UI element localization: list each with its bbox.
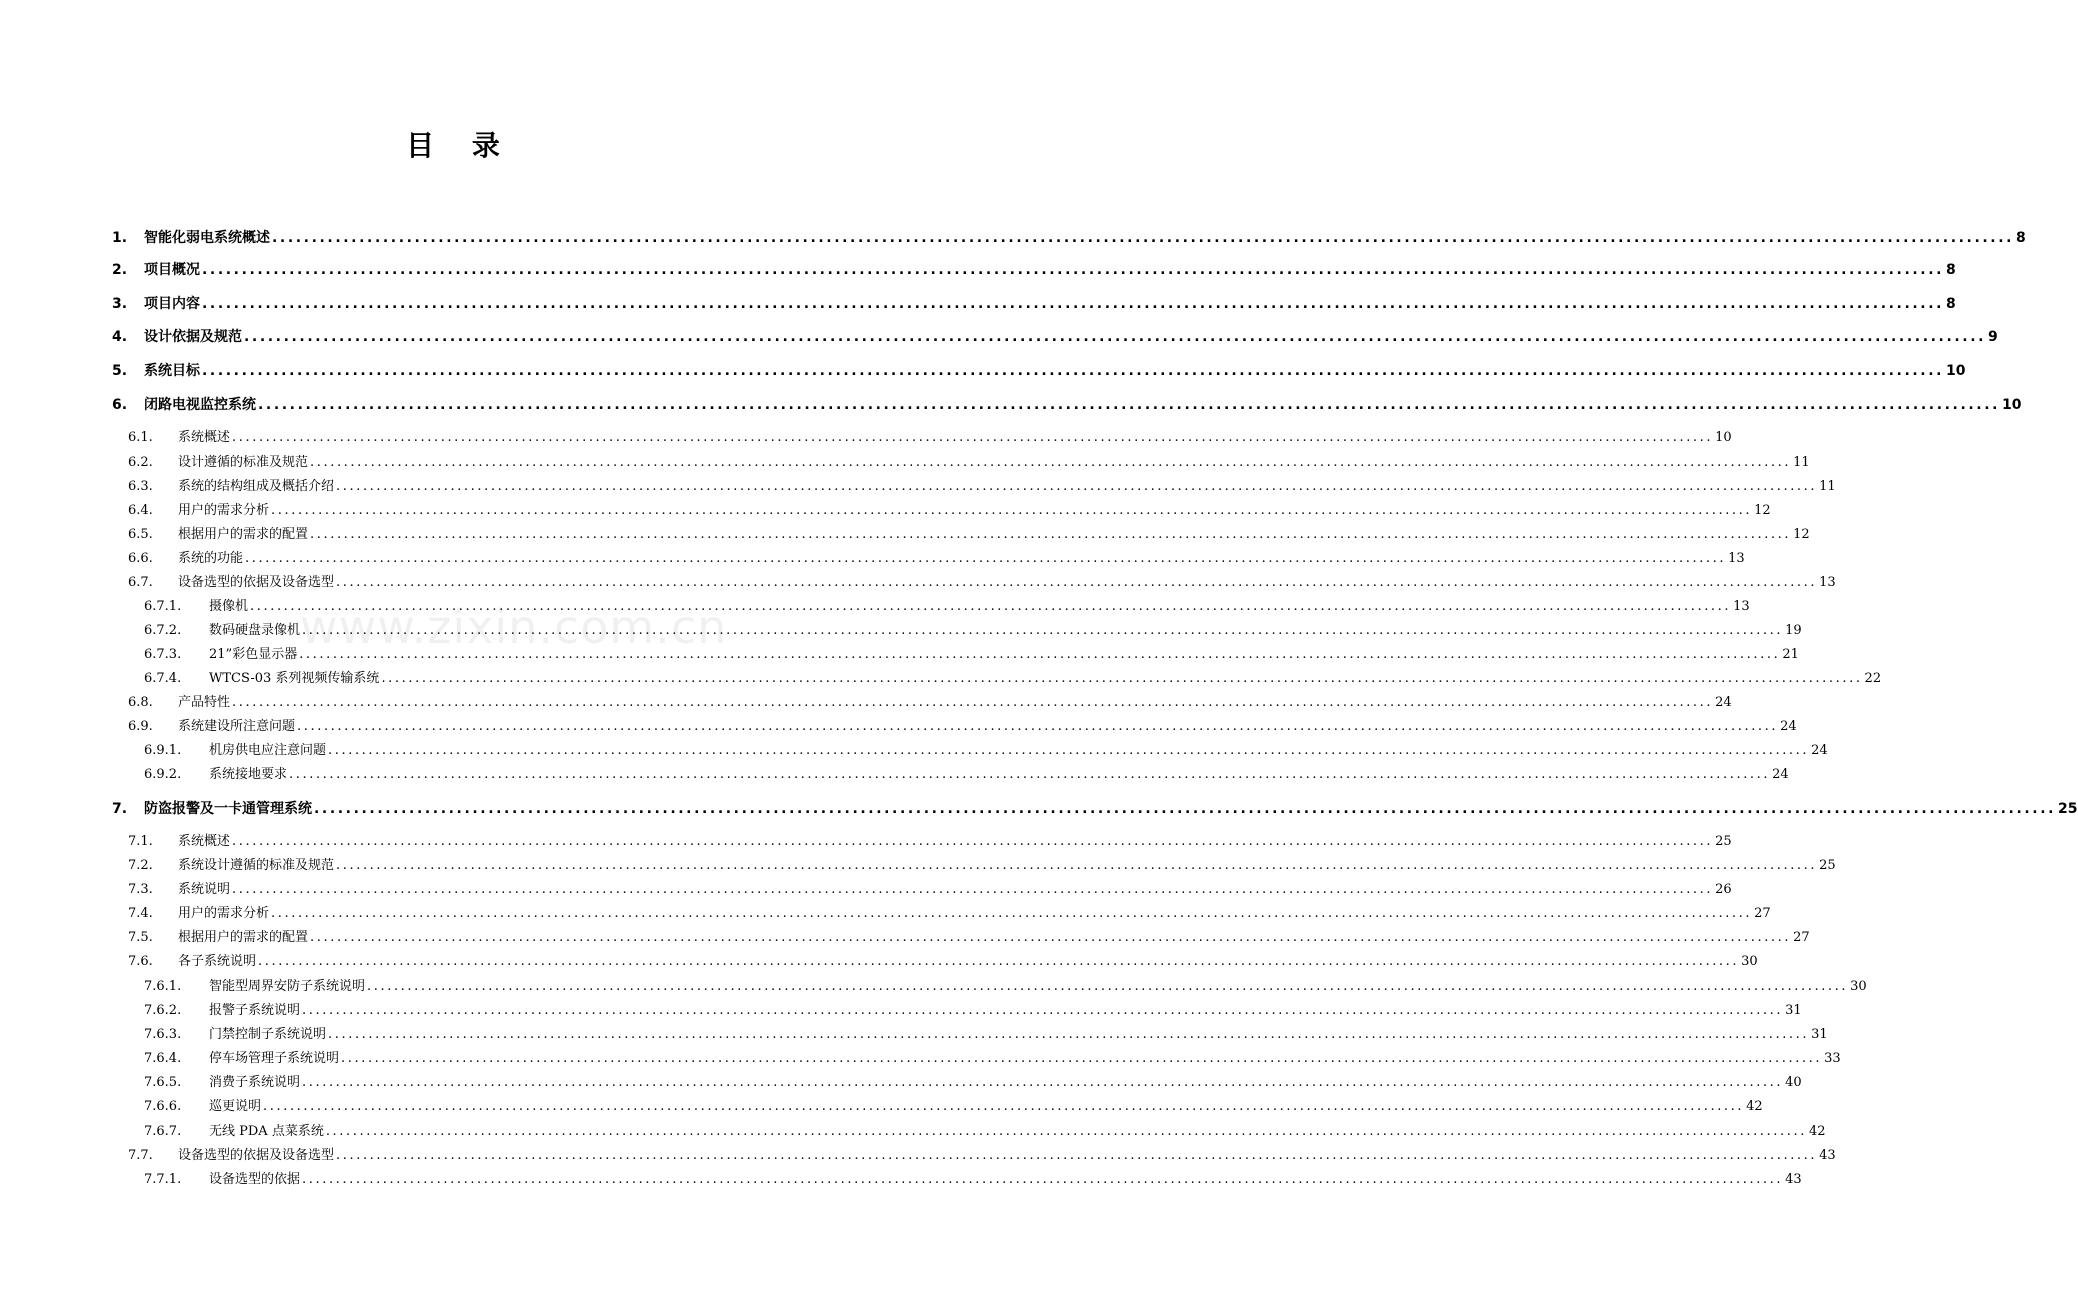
toc-entry-label: 21”彩色显示器 xyxy=(209,647,298,662)
toc-entry-label: WTCS-03 系列视频传输系统 xyxy=(209,671,380,686)
toc-entry-number: 6.9. xyxy=(128,719,153,734)
toc-entry[interactable] xyxy=(128,547,1745,569)
toc-entry[interactable] xyxy=(144,667,1882,689)
toc-entry-page: 8 xyxy=(1946,296,1956,312)
toc-entry-label: 系统设计遵循的标准及规范 xyxy=(178,858,335,873)
toc-entry-label: 报警子系统说明 xyxy=(209,1003,301,1018)
toc-entry-number: 6.7.1. xyxy=(144,599,182,614)
toc-entry-number: 7.5. xyxy=(128,930,153,945)
dot-leader: ............................................................................................................................................................................................................................ xyxy=(325,1124,1807,1139)
toc-entry[interactable] xyxy=(128,523,1810,545)
toc-entry-number: 6.9.1. xyxy=(144,743,182,758)
dot-leader: ............................................................................................................................................................................................................................ xyxy=(336,479,1818,494)
toc-entry-page: 13 xyxy=(1733,599,1750,614)
toc-entry-number: 7.6. xyxy=(128,954,153,969)
toc-entry-page: 21 xyxy=(1782,647,1799,662)
toc-entry[interactable] xyxy=(112,326,1998,348)
toc-entry-number: 7.6.1. xyxy=(144,979,182,994)
toc-entry-label: 停车场管理子系统说明 xyxy=(209,1051,340,1066)
toc-entry-number: 6.3. xyxy=(128,479,153,494)
toc-entry-page: 10 xyxy=(1946,363,1966,379)
toc-entry-page: 13 xyxy=(1819,575,1836,590)
toc-entry-number: 6.1. xyxy=(128,430,153,445)
toc-entry-label: 数码硬盘录像机 xyxy=(209,623,301,638)
toc-entry-number: 7.6.6. xyxy=(144,1099,182,1114)
toc-entry-number: 6.7. xyxy=(128,575,153,590)
toc-entry-number: 7.3. xyxy=(128,882,153,897)
toc-entry-page: 30 xyxy=(1741,954,1758,969)
toc-entry-label: 无线 PDA 点菜系统 xyxy=(209,1124,324,1139)
toc-entry-number: 6.5. xyxy=(128,527,153,542)
toc-entry-label: 智能化弱电系统概述 xyxy=(144,230,270,246)
toc-entry-label: 产品特性 xyxy=(178,695,231,710)
toc-entry-number: 7.6.7. xyxy=(144,1124,182,1139)
toc-entry-page: 24 xyxy=(1811,743,1828,758)
toc-entry-page: 27 xyxy=(1754,906,1771,921)
dot-leader: ............................................................................................................................................................................................................................ xyxy=(336,1148,1818,1163)
toc-entry[interactable] xyxy=(128,475,1836,497)
toc-entry-label: 系统的功能 xyxy=(178,551,244,566)
toc-entry[interactable] xyxy=(128,830,1732,852)
dot-leader: ............................................................................................................................................................................................................................ xyxy=(232,430,1714,445)
toc-entry-number: 1. xyxy=(112,230,128,246)
toc-entry-page: 22 xyxy=(1864,671,1882,686)
toc-entry-page: 31 xyxy=(1811,1027,1828,1042)
toc-entry[interactable] xyxy=(112,227,2026,249)
toc-entry-number: 6.9.2. xyxy=(144,767,182,782)
toc-entry[interactable] xyxy=(144,1095,1763,1117)
toc-entry-label: 系统接地要求 xyxy=(209,767,288,782)
toc-entry-number: 7. xyxy=(112,801,128,817)
dot-leader: ............................................................................................................................................................................................................................ xyxy=(232,834,1714,849)
toc-entry-number: 6.4. xyxy=(128,503,153,518)
dot-leader: ............................................................................................................................................................................................................................ xyxy=(302,1172,1784,1187)
toc-entry-number: 6.2. xyxy=(128,455,153,470)
toc-entry-label: 门禁控制子系统说明 xyxy=(209,1027,327,1042)
toc-entry[interactable] xyxy=(144,999,1802,1021)
toc-entry-number: 6.7.3. xyxy=(144,647,182,662)
toc-entry[interactable] xyxy=(128,950,1758,972)
toc-entry[interactable] xyxy=(112,259,1956,281)
dot-leader: ............................................................................................................................................................................................................................ xyxy=(310,455,1792,470)
dot-leader: ............................................................................................................................................................................................................................ xyxy=(244,329,1987,345)
toc-entry-label: 系统建设所注意问题 xyxy=(178,719,296,734)
toc-entry[interactable] xyxy=(144,975,1867,997)
toc-entry-number: 7.6.5. xyxy=(144,1075,182,1090)
toc-entry-number: 7.6.4. xyxy=(144,1051,182,1066)
toc-entry-number: 7.2. xyxy=(128,858,153,873)
watermark: www.zixin.com.cn xyxy=(300,600,728,654)
toc-entry[interactable] xyxy=(128,854,1836,876)
toc-entry-label: 用户的需求分析 xyxy=(178,503,270,518)
toc-entry-page: 40 xyxy=(1785,1075,1802,1090)
toc-entry-page: 43 xyxy=(1819,1148,1836,1163)
toc-entry[interactable] xyxy=(144,739,1828,761)
toc-entry-page: 10 xyxy=(1715,430,1732,445)
toc-entry-label: 系统说明 xyxy=(178,882,231,897)
dot-leader: ............................................................................................................................................................................................................................ xyxy=(272,230,2015,246)
toc-entry-label: 巡更说明 xyxy=(209,1099,262,1114)
toc-entry[interactable] xyxy=(112,798,2078,820)
dot-leader: ............................................................................................................................................................................................................................ xyxy=(271,906,1753,921)
dot-leader: ............................................................................................................................................................................................................................ xyxy=(302,1075,1784,1090)
dot-leader: ............................................................................................................................................................................................................................ xyxy=(245,551,1727,566)
toc-entry-page: 24 xyxy=(1715,695,1732,710)
toc-entry-page: 11 xyxy=(1793,455,1810,470)
dot-leader: ............................................................................................................................................................................................................................ xyxy=(310,930,1792,945)
dot-leader: ............................................................................................................................................................................................................................ xyxy=(202,296,1945,312)
dot-leader: ............................................................................................................................................................................................................................ xyxy=(314,801,2057,817)
toc-entry-page: 33 xyxy=(1824,1051,1841,1066)
toc-entry[interactable] xyxy=(128,571,1836,593)
toc-entry[interactable] xyxy=(112,394,2022,416)
page-title: 目 录 xyxy=(406,129,514,162)
toc-entry[interactable] xyxy=(144,1023,1828,1045)
dot-leader: ............................................................................................................................................................................................................................ xyxy=(299,647,1781,662)
toc-entry-label: 设备选型的依据 xyxy=(209,1172,301,1187)
toc-entry-label: 防盗报警及一卡通管理系统 xyxy=(144,801,312,817)
toc-entry-number: 6.8. xyxy=(128,695,153,710)
toc-entry-number: 7.7. xyxy=(128,1148,153,1163)
toc-entry-number: 6.7.2. xyxy=(144,623,182,638)
dot-leader: ............................................................................................................................................................................................................................ xyxy=(258,397,2001,413)
toc-entry[interactable] xyxy=(128,426,1732,448)
toc-entry-page: 13 xyxy=(1728,551,1745,566)
toc-entry-label: 系统的结构组成及概括介绍 xyxy=(178,479,335,494)
toc-entry-page: 43 xyxy=(1785,1172,1802,1187)
toc-entry-label: 设备选型的依据及设备选型 xyxy=(178,1148,335,1163)
dot-leader: ............................................................................................................................................................................................................................ xyxy=(367,979,1849,994)
toc-entry-page: 12 xyxy=(1793,527,1810,542)
toc-entry-label: 各子系统说明 xyxy=(178,954,257,969)
dot-leader: ............................................................................................................................................................................................................................ xyxy=(328,743,1810,758)
toc-entry-number: 7.1. xyxy=(128,834,153,849)
toc-entry-page: 12 xyxy=(1754,503,1771,518)
toc-entry-page: 27 xyxy=(1793,930,1810,945)
toc-entry-number: 6.6. xyxy=(128,551,153,566)
toc-entry-number: 7.6.3. xyxy=(144,1027,182,1042)
toc-entry[interactable] xyxy=(144,1120,1826,1142)
toc-entry-label: 根据用户的需求的配置 xyxy=(178,527,309,542)
toc-entry-number: 6.7.4. xyxy=(144,671,182,686)
toc-entry-number: 3. xyxy=(112,296,128,312)
toc-entry-page: 42 xyxy=(1746,1099,1763,1114)
toc-entry-label: 智能型周界安防子系统说明 xyxy=(209,979,366,994)
toc-entry[interactable] xyxy=(128,691,1732,713)
dot-leader: ............................................................................................................................................................................................................................ xyxy=(289,767,1771,782)
toc-entry[interactable] xyxy=(112,293,1956,315)
dot-leader: ............................................................................................................................................................................................................................ xyxy=(341,1051,1823,1066)
toc-entry-label: 机房供电应注意问题 xyxy=(209,743,327,758)
dot-leader: ............................................................................................................................................................................................................................ xyxy=(232,695,1714,710)
toc-entry-label: 根据用户的需求的配置 xyxy=(178,930,309,945)
dot-leader: ............................................................................................................................................................................................................................ xyxy=(302,623,1784,638)
dot-leader: ............................................................................................................................................................................................................................ xyxy=(202,262,1945,278)
toc-entry-label: 设计遵循的标准及规范 xyxy=(178,455,309,470)
toc-entry[interactable] xyxy=(144,1047,1841,1069)
dot-leader: ............................................................................................................................................................................................................................ xyxy=(271,503,1753,518)
toc-entry[interactable] xyxy=(144,643,1799,665)
toc-entry-number: 4. xyxy=(112,329,128,345)
toc-entry-label: 闭路电视监控系统 xyxy=(144,397,256,413)
toc-entry-page: 8 xyxy=(2016,230,2026,246)
toc-entry-number: 7.7.1. xyxy=(144,1172,182,1187)
toc-entry[interactable] xyxy=(144,763,1789,785)
toc-entry-label: 消费子系统说明 xyxy=(209,1075,301,1090)
dot-leader: ............................................................................................................................................................................................................................ xyxy=(202,363,1945,379)
toc-entry-number: 2. xyxy=(112,262,128,278)
toc-entry-page: 25 xyxy=(1715,834,1732,849)
toc-entry-page: 10 xyxy=(2002,397,2022,413)
toc-entry-page: 11 xyxy=(1819,479,1836,494)
toc-entry-page: 8 xyxy=(1946,262,1956,278)
toc-entry[interactable] xyxy=(128,451,1810,473)
toc-entry[interactable] xyxy=(144,595,1750,617)
dot-leader: ............................................................................................................................................................................................................................ xyxy=(302,1003,1784,1018)
toc-entry-label: 摄像机 xyxy=(209,599,249,614)
toc-entry-page: 24 xyxy=(1772,767,1789,782)
toc-entry[interactable] xyxy=(128,926,1810,948)
toc-entry-label: 系统目标 xyxy=(144,363,200,379)
toc-entry-label: 设计依据及规范 xyxy=(144,329,242,345)
toc-entry-label: 系统概述 xyxy=(178,430,231,445)
toc-entry[interactable] xyxy=(144,619,1802,641)
dot-leader: ............................................................................................................................................................................................................................ xyxy=(310,527,1792,542)
toc-entry[interactable] xyxy=(128,499,1771,521)
toc-entry[interactable] xyxy=(112,360,1966,382)
toc-entry-page: 26 xyxy=(1715,882,1732,897)
toc-entry-number: 7.6.2. xyxy=(144,1003,182,1018)
toc-entry[interactable] xyxy=(144,1168,1802,1190)
dot-leader: ............................................................................................................................................................................................................................ xyxy=(336,858,1818,873)
toc-entry[interactable] xyxy=(128,715,1797,737)
dot-leader: ............................................................................................................................................................................................................................ xyxy=(263,1099,1745,1114)
toc-entry-label: 系统概述 xyxy=(178,834,231,849)
dot-leader: ............................................................................................................................................................................................................................ xyxy=(336,575,1818,590)
toc-entry-page: 24 xyxy=(1780,719,1797,734)
toc-entry[interactable] xyxy=(128,902,1771,924)
toc-entry-number: 6. xyxy=(112,397,128,413)
toc-entry-page: 19 xyxy=(1785,623,1802,638)
toc-entry-label: 用户的需求分析 xyxy=(178,906,270,921)
dot-leader: ............................................................................................................................................................................................................................ xyxy=(381,671,1863,686)
toc-entry-page: 9 xyxy=(1988,329,1998,345)
toc-entry-page: 31 xyxy=(1785,1003,1802,1018)
dot-leader: ............................................................................................................................................................................................................................ xyxy=(328,1027,1810,1042)
dot-leader: ............................................................................................................................................................................................................................ xyxy=(250,599,1732,614)
toc-entry-number: 7.4. xyxy=(128,906,153,921)
toc-entry-label: 项目内容 xyxy=(144,296,200,312)
dot-leader: ............................................................................................................................................................................................................................ xyxy=(297,719,1779,734)
toc-entry-page: 30 xyxy=(1850,979,1867,994)
dot-leader: ............................................................................................................................................................................................................................ xyxy=(258,954,1740,969)
toc-entry-page: 42 xyxy=(1808,1124,1826,1139)
toc-entry-label: 项目概况 xyxy=(144,262,200,278)
toc-entry-page: 25 xyxy=(1819,858,1836,873)
toc-entry-number: 5. xyxy=(112,363,128,379)
toc-entry[interactable] xyxy=(144,1071,1802,1093)
toc-entry-page: 25 xyxy=(2058,801,2078,817)
toc-entry[interactable] xyxy=(128,878,1732,900)
dot-leader: ............................................................................................................................................................................................................................ xyxy=(232,882,1714,897)
toc-entry[interactable] xyxy=(128,1144,1836,1166)
toc-entry-label: 设备选型的依据及设备选型 xyxy=(178,575,335,590)
